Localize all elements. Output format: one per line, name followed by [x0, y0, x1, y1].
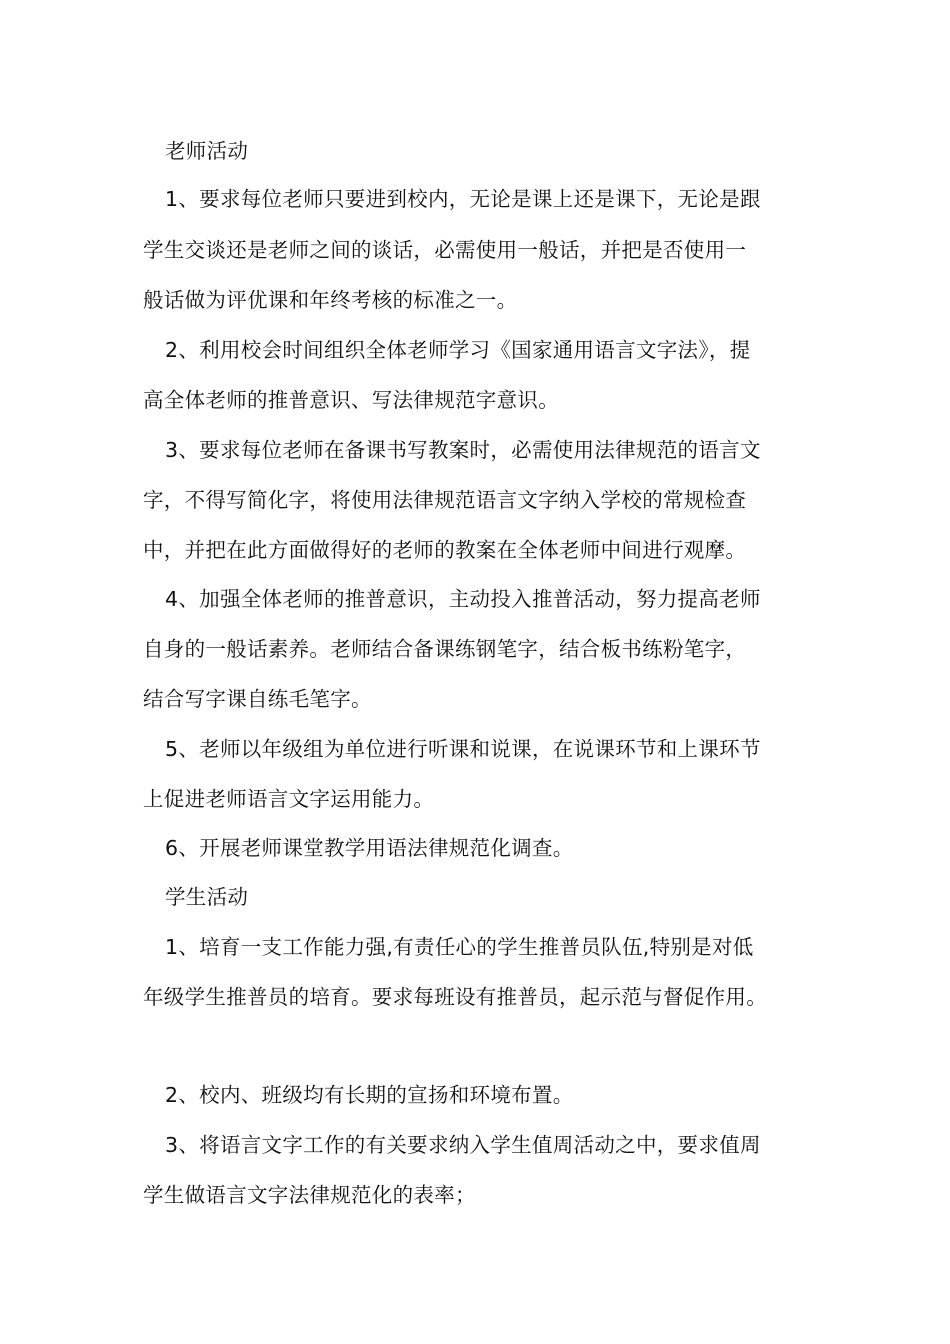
paragraph-line: 般话做为评优课和年终考核的标准之一。 — [143, 288, 518, 312]
paragraph-line: 2、校内、班级均有长期的宣扬和环境布置。 — [165, 1083, 574, 1107]
paragraph-line: 学生做语言文字法律规范化的表率； — [143, 1183, 476, 1207]
paragraph-line: 中，并把在此方面做得好的老师的教案在全体老师中间进行观摩。 — [143, 538, 747, 562]
paragraph-line: 3、要求每位老师在备课书写教案时，必需使用法律规范的语言文 — [165, 438, 761, 462]
paragraph-line: 字，不得写简化字，将使用法律规范语言文字纳入学校的常规检查 — [143, 488, 747, 512]
paragraph-line: 3、将语言文字工作的有关要求纳入学生值周活动之中，要求值周 — [165, 1133, 761, 1157]
paragraph-line: 5、老师以年级组为单位进行听课和说课，在说课环节和上课环节 — [165, 737, 761, 761]
paragraph-line: 6、开展老师课堂教学用语法律规范化调查。 — [165, 836, 574, 860]
paragraph-line: 4、加强全体老师的推普意识，主动投入推普活动，努力提高老师 — [165, 587, 761, 611]
paragraph-line: 1、要求每位老师只要进到校内，无论是课上还是课下，无论是跟 — [165, 187, 761, 211]
paragraph-line: 1、培育一支工作能力强,有责任心的学生推普员队伍,特别是对低 — [165, 935, 754, 959]
paragraph-line: 2、利用校会时间组织全体老师学习《国家通用语言文字法》，提 — [165, 338, 751, 362]
paragraph-line: 年级学生推普员的培育。要求每班设有推普员，起示范与督促作用。 — [143, 985, 767, 1009]
paragraph-line: 自身的一般话素养。老师结合备课练钢笔字，结合板书练粉笔字， — [143, 637, 747, 661]
paragraph-line: 高全体老师的推普意识、写法律规范字意识。 — [143, 388, 559, 412]
section-heading-teacher: 老师活动 — [165, 139, 249, 163]
paragraph-line: 学生交谈还是老师之间的谈话，必需使用一般话，并把是否使用一 — [143, 238, 747, 262]
paragraph-line: 结合写字课自练毛笔字。 — [143, 687, 372, 711]
paragraph-line: 上促进老师语言文字运用能力。 — [143, 787, 435, 811]
section-heading-student: 学生活动 — [165, 885, 249, 909]
